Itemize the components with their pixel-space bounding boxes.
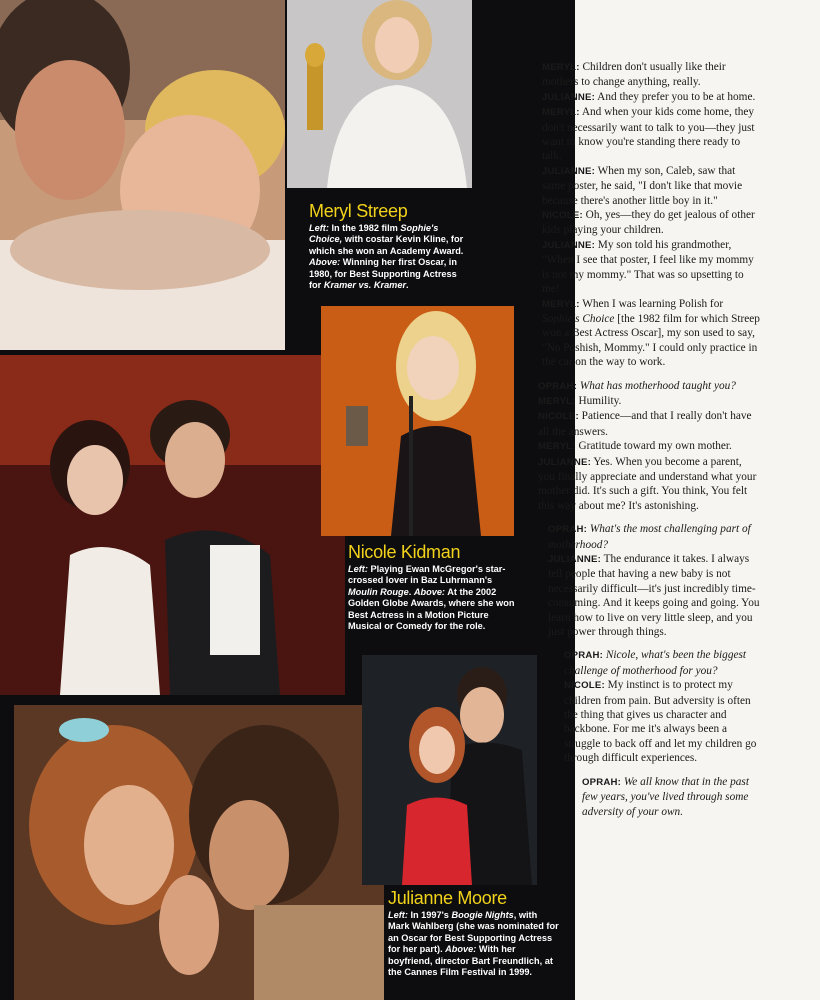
interview-paragraph: MERYL: Gratitude toward my own mother.: [538, 440, 732, 453]
caption-body: Left: In the 1982 film Sophie's Choice, with costar Kevin Kline, for which she won an Academy Award. Above: Winning her first Oscar, in 1980, for Best Supporting Actress for Kramer vs. Kramer.: [309, 223, 464, 291]
photo-nicole-golden-globes: [321, 306, 514, 536]
speaker-label: JULIANNE:: [538, 456, 591, 468]
speaker-label: NICOLE:: [538, 411, 579, 423]
speaker-label: JULIANNE:: [542, 165, 595, 177]
speaker-label: MERYL:: [538, 441, 576, 453]
speaker-label: MERYL:: [542, 107, 580, 119]
interview-paragraph: MERYL: When I was learning Polish for Sophie's Choice [the 1982 film for which Streep won a Best Actress Oscar], my son used to say, "No Poshish, Mommy." I could only practice in the car on the way to work.: [542, 297, 760, 369]
speaker-label: OPRAH:: [548, 524, 588, 536]
caption-nicole-kidman: [348, 542, 523, 632]
interview-question: OPRAH: What's the most challenging part of motherhood?: [548, 523, 751, 551]
caption-meryl-streep: [309, 201, 469, 291]
speaker-label: MERYL:: [538, 395, 576, 407]
caption-body: Left: Playing Ewan McGregor's star-crossed lover in Baz Luhrmann's Moulin Rouge. Above: At the 2002 Golden Globe Awards, where she won Best Actress in a Motion Picture Musical or Comedy for the role.: [348, 564, 515, 632]
interview-paragraph: MERYL: Children don't usually like their mothers to change anything, really.: [542, 61, 726, 89]
photo-sophies-choice: [0, 0, 285, 350]
interview-paragraph: NICOLE: Patience—and that I really don't have all the answers.: [538, 410, 752, 438]
interview-paragraph: JULIANNE: When my son, Caleb, saw that same poster, he said, "I don't like that movie because there's another little boy in it.": [542, 164, 743, 207]
interview-paragraph: JULIANNE: The endurance it takes. I always tell people that having a new baby is not necessarily difficult—it's just incredibly time-consuming. And it keeps going and going. You learn how to live on very little sleep, and you just power through things.: [548, 553, 760, 639]
caption-body: Left: In 1997's Boogie Nights, with Mark Wahlberg (she was nominated for an Oscar for Best Supporting Actress for her part). Above: With her boyfriend, director Bart Freundlich, at the Cannes Film Festival in 1999.: [388, 910, 559, 978]
speaker-label: NICOLE:: [542, 210, 583, 222]
interview-paragraph: JULIANNE: Yes. When you become a parent, you finally appreciate and understand what your mother did. It's such a gift. You think, You felt this way about me? It's astonishing.: [538, 455, 757, 512]
interview-paragraph: NICOLE: Oh, yes—they do get jealous of other kids playing your children.: [542, 209, 755, 237]
speaker-label: OPRAH:: [582, 776, 622, 788]
caption-name: Meryl Streep: [309, 201, 408, 221]
interview-question: OPRAH: What has motherhood taught you?: [538, 379, 736, 392]
caption-name: Julianne Moore: [388, 888, 507, 908]
speaker-label: JULIANNE:: [548, 554, 601, 565]
caption-julianne-moore: [388, 888, 560, 978]
photo-julianne-cannes: [362, 655, 537, 885]
photo-meryl-oscar: [287, 0, 472, 188]
interview-paragraph: JULIANNE: My son told his grandmother, "When I see that poster, I feel like my mommy is not my mommy." That was so upsetting to me!: [542, 238, 754, 296]
speaker-label: OPRAH:: [538, 380, 578, 392]
speaker-label: MERYL:: [542, 298, 580, 310]
interview-paragraph: MERYL: Humility.: [538, 394, 622, 407]
caption-name: Nicole Kidman: [348, 542, 461, 562]
speaker-label: MERYL:: [542, 62, 580, 73]
speaker-label: JULIANNE:: [542, 91, 595, 103]
photo-moulin-rouge: [0, 355, 345, 695]
speaker-label: JULIANNE:: [542, 239, 595, 251]
interview-paragraph: MERYL: And when your kids come home, they don't necessarily want to talk to you—they just want to know you're standing there ready to talk.: [542, 106, 755, 163]
speaker-label: NICOLE:: [564, 680, 605, 692]
speaker-label: OPRAH:: [564, 650, 604, 662]
interview-column: [530, 60, 760, 819]
interview-question: OPRAH: Nicole, what's been the biggest challenge of motherhood for you?: [564, 649, 747, 677]
photo-boogie-nights: [14, 705, 384, 1000]
interview-question: OPRAH: We all know that in the past few years, you've lived through some adversity of your own.: [582, 775, 749, 818]
interview-paragraph: NICOLE: My instinct is to protect my children from pain. But adversity is often the thing that gives us character and backbone. For me it's always been a struggle to back off and let my children go through difficult experiences.: [564, 679, 757, 765]
interview-paragraph: JULIANNE: And they prefer you to be at home.: [542, 90, 756, 103]
